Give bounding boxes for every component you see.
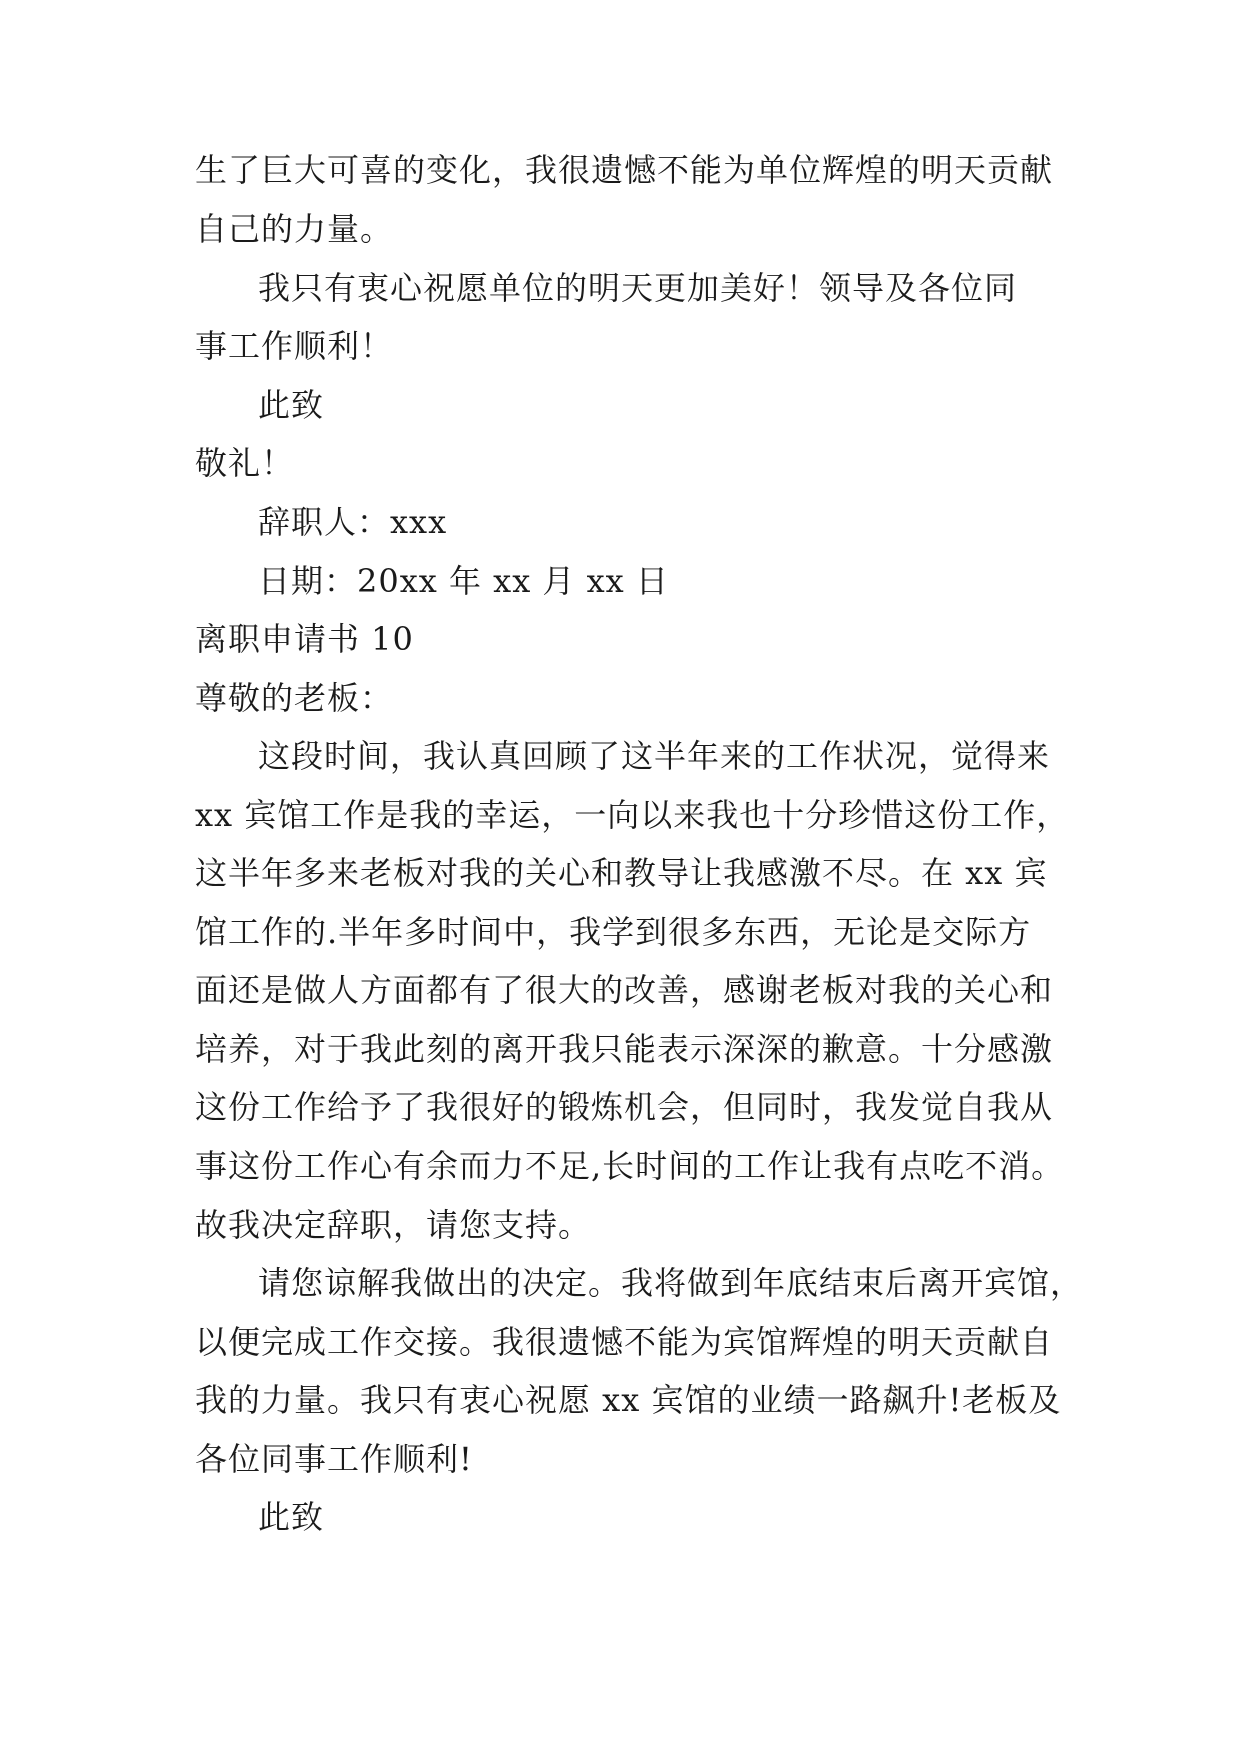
text-line: 生了巨大可喜的变化，我很遗憾不能为单位辉煌的明天贡献 (195, 151, 1054, 189)
text-line: 事工作顺利！ (195, 327, 394, 365)
closing-regards: 敬礼！ (195, 444, 295, 482)
text-line: 各位同事工作顺利! (195, 1440, 473, 1478)
text-line: 我只有衷心祝愿单位的明天更加美好！领导及各位同 (258, 269, 1018, 307)
section-title: 离职申请书 10 (195, 620, 414, 658)
closing-salutation: 此致 (258, 386, 325, 424)
text-line: 培养，对于我此刻的离开我只能表示深深的歉意。十分感激 (195, 1030, 1054, 1068)
text-line: 面还是做人方面都有了很大的改善，感谢老板对我的关心和 (195, 971, 1054, 1009)
resigner-name: 辞职人：xxx (258, 503, 448, 541)
text-line: 这份工作给予了我很好的锻炼机会，但同时，我发觉自我从 (195, 1088, 1054, 1126)
text-line: 自己的力量。 (195, 210, 394, 248)
text-line: 以便完成工作交接。我很遗憾不能为宾馆辉煌的明天贡献自 (195, 1323, 1054, 1361)
greeting: 尊敬的老板： (195, 679, 394, 717)
text-line: 请您谅解我做出的决定。我将做到年底结束后离开宾馆， (258, 1264, 1084, 1302)
text-line: 故我决定辞职，请您支持。 (195, 1206, 592, 1244)
text-line: 事这份工作心有余而力不足,长时间的工作让我有点吃不消。 (195, 1147, 1065, 1185)
text-line: 这半年多来老板对我的关心和教导让我感激不尽。在 xx 宾 (195, 854, 1048, 892)
text-line: 我的力量。我只有衷心祝愿 xx 宾馆的业绩一路飙升!老板及 (195, 1381, 1062, 1419)
date-line: 日期：20xx 年 xx 月 xx 日 (258, 562, 669, 600)
text-line: 这段时间，我认真回顾了这半年来的工作状况，觉得来 (258, 737, 1051, 775)
text-line: 馆工作的.半年多时间中，我学到很多东西，无论是交际方 (195, 913, 1032, 951)
text-line: xx 宾馆工作是我的幸运，一向以来我也十分珍惜这份工作， (195, 796, 1070, 834)
closing-salutation: 此致 (258, 1498, 325, 1536)
